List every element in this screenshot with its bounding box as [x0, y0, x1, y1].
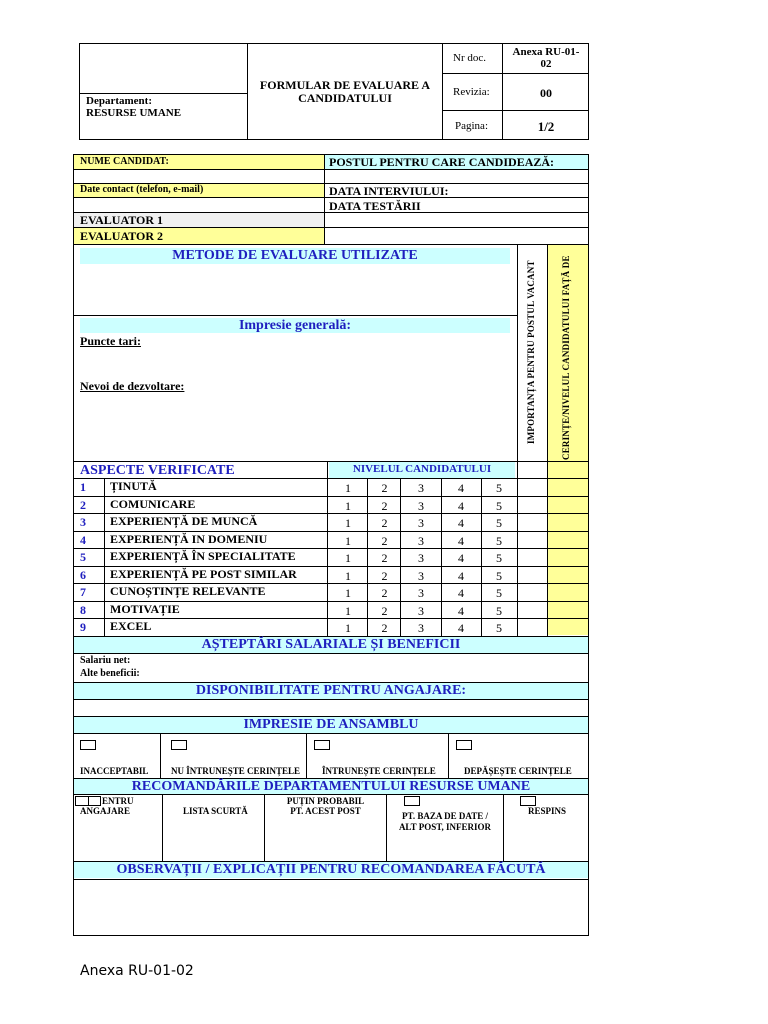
- aspect-number: 9: [80, 620, 86, 634]
- importance-vertical-label: IMPORTANȚA PENTRU POSTUL VACANT: [526, 260, 536, 444]
- rating-option[interactable]: 2: [381, 603, 388, 618]
- candidate-name-label: NUME CANDIDAT:: [80, 156, 169, 167]
- rating-option[interactable]: 3: [418, 586, 424, 600]
- aspect-number: 3: [80, 515, 86, 529]
- row-line: [73, 699, 589, 700]
- rating-option[interactable]: 5: [496, 516, 502, 530]
- row-line: [73, 244, 589, 245]
- header-divider: [442, 43, 443, 140]
- recommend-opt3: [265, 796, 386, 816]
- aspect-column-divider: [481, 478, 482, 636]
- recommend-opt3-line1: PUȚIN PROBABIL: [286, 796, 365, 806]
- aspect-label: EXPERIENȚĂ IN DOMENIU: [110, 531, 268, 546]
- rating-option[interactable]: 3: [418, 551, 424, 565]
- availability-heading: DISPONIBILITATE PENTRU ANGAJARE:: [195, 683, 467, 698]
- aspects-heading: ASPECTE VERIFICATE: [80, 463, 235, 478]
- rating-option[interactable]: 1: [345, 481, 351, 495]
- rating-option[interactable]: 3: [418, 516, 424, 530]
- recommend-opt4-line2: ALT POST, INFERIOR: [398, 822, 492, 832]
- row-line: [73, 315, 518, 316]
- aspect-column-divider: [441, 478, 442, 636]
- rating-option[interactable]: 5: [496, 551, 502, 565]
- header-divider: [442, 73, 589, 74]
- header-divider: [79, 93, 247, 94]
- rating-option[interactable]: 1: [345, 621, 351, 635]
- footer-text: Anexa RU-01-02: [80, 963, 194, 979]
- rating-option[interactable]: 1: [345, 498, 351, 513]
- rating-option[interactable]: 3: [418, 603, 424, 618]
- rating-option[interactable]: 3: [418, 481, 424, 495]
- aspect-label: MOTIVAȚIE: [110, 601, 180, 616]
- aspect-number: 5: [80, 550, 86, 564]
- rating-option[interactable]: 4: [458, 603, 464, 618]
- rating-option[interactable]: 2: [381, 586, 388, 600]
- aspect-label: EXPERIENȚĂ DE MUNCĂ: [110, 514, 258, 528]
- overall-option-2: NU ÎNTRUNEȘTE CERINȚELE: [171, 766, 301, 776]
- rating-option[interactable]: 2: [381, 481, 388, 495]
- overall-heading: IMPRESIE DE ANSAMBLU: [243, 717, 419, 732]
- rating-option[interactable]: 4: [458, 586, 464, 600]
- rating-option[interactable]: 2: [381, 568, 388, 583]
- aspect-label: EXPERIENȚĂ ÎN SPECIALITATE: [110, 549, 296, 563]
- aspect-number: 8: [80, 602, 86, 617]
- doc-no-label: Nr doc.: [453, 52, 486, 64]
- recommend-checkbox-reject[interactable]: [520, 796, 536, 806]
- aspect-number: 4: [80, 532, 86, 547]
- recommend-opt3-line2: PT. ACEST POST: [290, 806, 361, 816]
- aspect-label: COMUNICARE: [110, 496, 196, 511]
- test-date-label: DATA TESTĂRII: [329, 199, 421, 213]
- contact-label: Date contact (telefon, e-mail): [80, 184, 204, 195]
- aspect-number: 2: [80, 497, 86, 512]
- row-line: [73, 794, 589, 795]
- strengths-label: Puncte tari:: [80, 334, 141, 348]
- aspect-label: EXPERIENȚĂ PE POST SIMILAR: [110, 566, 297, 581]
- salary-heading: AȘTEPTĂRI SALARIALE ȘI BENEFICII: [201, 637, 461, 652]
- salary-net-label: Salariu net:: [80, 655, 131, 666]
- rating-option[interactable]: 4: [458, 551, 464, 565]
- rating-option[interactable]: 1: [345, 603, 351, 618]
- rating-option[interactable]: 1: [345, 516, 351, 530]
- position-label: POSTUL PENTRU CARE CANDIDEAZĂ:: [329, 155, 555, 169]
- evaluator1-label: EVALUATOR 1: [80, 213, 164, 227]
- interview-date-label: DATA INTERVIULUI:: [329, 184, 449, 198]
- page-value: 1/2: [537, 119, 555, 134]
- rating-option[interactable]: 5: [496, 621, 502, 635]
- revision-label: Revizia:: [453, 86, 490, 98]
- impression-heading: Impresie generală:: [238, 318, 352, 333]
- row-line: [73, 227, 589, 228]
- form-title: [248, 79, 442, 105]
- row-line: [73, 169, 589, 170]
- aspect-column-divider: [400, 478, 401, 636]
- rating-option[interactable]: 4: [458, 621, 464, 635]
- header-divider: [442, 110, 589, 111]
- recommendation-heading: RECOMANDĂRILE DEPARTAMENTULUI RESURSE UMANE: [131, 779, 531, 794]
- rating-option[interactable]: 1: [345, 533, 351, 548]
- rating-option[interactable]: 2: [381, 621, 388, 635]
- form-title-line2: CANDIDATULUI: [298, 91, 392, 105]
- overall-checkbox-inacceptabil[interactable]: [80, 740, 96, 750]
- page-label: Pagina:: [455, 120, 488, 132]
- rating-option[interactable]: 2: [381, 533, 388, 548]
- rating-option[interactable]: 5: [496, 603, 502, 618]
- aspect-number: 7: [80, 585, 86, 599]
- rating-option[interactable]: 5: [496, 586, 502, 600]
- overall-divider: [306, 733, 307, 778]
- rating-option[interactable]: 5: [496, 481, 502, 495]
- rating-option[interactable]: 1: [345, 551, 351, 565]
- aspect-label: CUNOȘTINȚE RELEVANTE: [110, 584, 266, 598]
- rating-option[interactable]: 5: [496, 498, 502, 513]
- recommend-opt2: LISTA SCURTĂ: [183, 806, 248, 816]
- recommend-opt5: RESPINS: [528, 806, 567, 816]
- candidate-divider: [324, 154, 325, 245]
- overall-checkbox-not-meeting[interactable]: [171, 740, 187, 750]
- evaluator2-label: EVALUATOR 2: [80, 229, 164, 243]
- level-heading: NIVELUL CANDIDATULUI: [352, 463, 492, 475]
- recommend-opt1-line2: ANGAJARE: [80, 806, 131, 816]
- recommend-opt4-line1: PT. BAZA DE DATE /: [402, 811, 488, 821]
- rating-option[interactable]: 4: [458, 533, 464, 548]
- aspect-number: 6: [80, 567, 86, 582]
- row-line: [73, 653, 589, 654]
- checkbox-divider: [88, 796, 89, 806]
- overall-checkbox-exceeding[interactable]: [456, 740, 472, 750]
- form-title-line1: FORMULAR DE EVALUARE A: [259, 78, 431, 92]
- overall-divider: [448, 733, 449, 778]
- recommendation-divider: [503, 794, 504, 861]
- rating-option[interactable]: 4: [458, 498, 464, 513]
- department-label: Departament:: [86, 95, 152, 107]
- rating-option[interactable]: 5: [496, 533, 502, 548]
- salary-other-label: Alte beneficii:: [80, 668, 140, 679]
- rating-option[interactable]: 2: [381, 551, 388, 565]
- development-label: Nevoi de dezvoltare:: [80, 379, 185, 393]
- recommend-opt1-line1: ENTRU: [102, 796, 134, 806]
- rating-option[interactable]: 5: [496, 568, 502, 583]
- observations-heading: OBSERVAȚII / EXPLICAȚII PENTRU RECOMANDAREA FĂCUTĂ: [116, 862, 546, 877]
- overall-option-3: ÎNTRUNEȘTE CERINȚELE: [322, 766, 436, 776]
- row-line: [73, 733, 589, 734]
- requirements-vertical-label: CERINȚE/NIVELUL CANDIDATULUI FAȚĂ DE: [561, 255, 571, 460]
- methods-heading: METODE DE EVALUARE UTILIZATE: [172, 248, 418, 263]
- rating-option[interactable]: 4: [458, 568, 464, 583]
- row-line: [73, 879, 589, 880]
- revision-value: 00: [540, 86, 552, 100]
- rating-option[interactable]: 3: [418, 498, 424, 513]
- rating-option[interactable]: 2: [381, 498, 388, 513]
- aspect-column-divider: [517, 244, 518, 636]
- rating-option[interactable]: 2: [381, 516, 388, 530]
- recommend-opt4: [387, 811, 503, 833]
- doc-no-value: [503, 46, 589, 70]
- rating-option[interactable]: 3: [418, 568, 424, 583]
- doc-no-value-line2: 02: [540, 58, 552, 70]
- aspect-column-divider: [104, 478, 105, 636]
- rating-option[interactable]: 4: [458, 516, 464, 530]
- rating-option[interactable]: 1: [345, 568, 351, 583]
- rating-option[interactable]: 3: [418, 533, 424, 548]
- rating-option[interactable]: 3: [418, 621, 424, 635]
- rating-option[interactable]: 4: [458, 481, 464, 495]
- aspect-column-divider: [367, 478, 368, 636]
- department-value: RESURSE UMANE: [86, 107, 182, 119]
- overall-option-1: INACCEPTABIL: [80, 766, 149, 776]
- overall-checkbox-meeting[interactable]: [314, 740, 330, 750]
- aspect-label: EXCEL: [110, 619, 152, 633]
- aspect-number: 1: [80, 480, 86, 494]
- overall-option-4: DEPĂȘEȘTE CERINȚELE: [464, 766, 572, 776]
- aspect-label: ȚINUTĂ: [110, 479, 157, 493]
- recommend-checkbox-unlikely[interactable]: [404, 796, 420, 806]
- overall-divider: [160, 733, 161, 778]
- rating-option[interactable]: 1: [345, 586, 351, 600]
- doc-no-value-line1: Anexa RU-01-: [512, 46, 580, 58]
- recommendation-divider: [162, 794, 163, 861]
